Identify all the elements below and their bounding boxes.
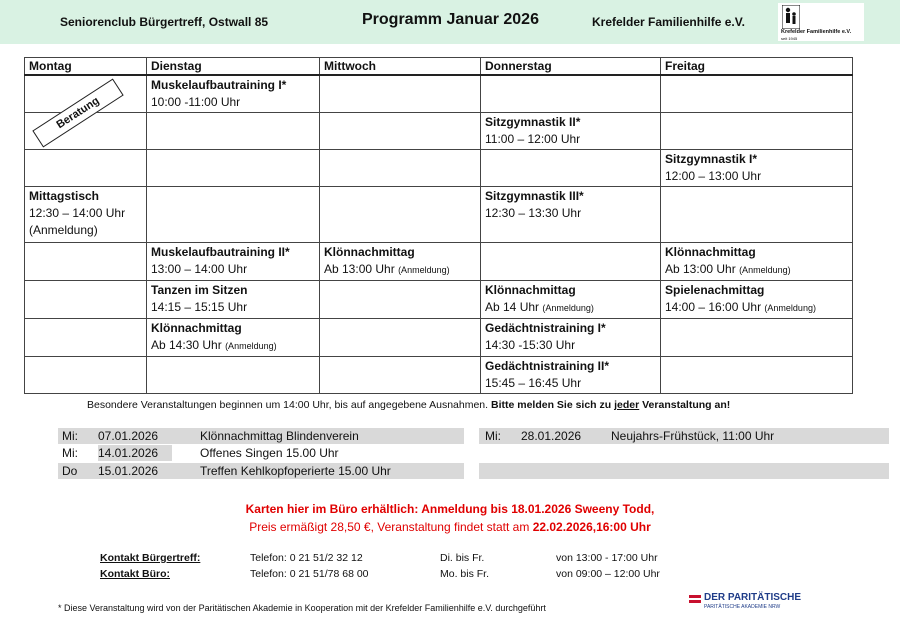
organization-name: Krefelder Familienhilfe e.V. xyxy=(592,15,745,29)
event-text: Klönnachmittag Blindenverein xyxy=(200,429,359,443)
event-note: (Anmeldung) xyxy=(398,265,450,275)
event-time: Ab 13:00 Uhr xyxy=(324,262,395,276)
cell xyxy=(320,150,481,187)
cell xyxy=(147,319,320,357)
event-time: 12:00 – 13:00 Uhr xyxy=(665,169,762,183)
event-note: (Anmeldung) xyxy=(225,341,277,351)
cell xyxy=(25,281,147,319)
event-title: Sitzgymnastik II* xyxy=(485,115,581,129)
note-emphasis: Bitte melden Sie sich zu xyxy=(490,399,615,411)
table-row xyxy=(25,357,853,394)
cell xyxy=(147,357,320,394)
logo-bar xyxy=(689,595,701,598)
cell xyxy=(147,281,320,319)
cell xyxy=(481,75,661,113)
table-row xyxy=(25,150,853,187)
event-time: Ab 13:00 Uhr xyxy=(665,262,736,276)
schedule-table xyxy=(24,57,853,394)
cell xyxy=(320,75,481,113)
cell xyxy=(481,319,661,357)
event-title: Klönnachmittag xyxy=(485,283,576,297)
event-text: Offenes Singen 15.00 Uhr xyxy=(200,446,339,460)
event-time: 15:45 – 16:45 Uhr xyxy=(485,376,582,390)
contact-hours: von 13:00 - 17:00 Uhr xyxy=(556,552,658,564)
day-header: Donnerstag xyxy=(481,58,661,76)
logo-bar xyxy=(689,600,701,603)
event-title: Tanzen im Sitzen xyxy=(151,283,248,297)
ticket-date: 22.02.2026,16:00 Uhr xyxy=(532,520,651,534)
event-note: (Anmeldung) xyxy=(542,303,594,313)
familienhilfe-logo xyxy=(778,3,864,41)
empty-event-row xyxy=(479,463,889,479)
table-row xyxy=(25,113,853,150)
contact-phone: Telefon: 0 21 51/2 32 12 xyxy=(250,552,363,564)
contact-days: Di. bis Fr. xyxy=(440,552,485,564)
note-emphasis-end: Veranstaltung an! xyxy=(639,399,731,411)
special-event-row xyxy=(58,428,464,444)
note-underline: jeder xyxy=(614,399,640,411)
event-date: 14.01.2026 xyxy=(98,445,172,461)
cell xyxy=(147,243,320,281)
event-day: Mi: xyxy=(485,429,501,443)
event-time: 12:30 – 13:30 Uhr xyxy=(485,206,582,220)
day-header: Freitag xyxy=(661,58,853,76)
table-row xyxy=(25,281,853,319)
cell xyxy=(25,357,147,394)
event-text: Neujahrs-Frühstück, 11:00 Uhr xyxy=(611,429,775,443)
logo-subtext: seit 1945 xyxy=(781,36,798,41)
cell xyxy=(320,357,481,394)
ticket-price: Preis ermäßigt 28,50 €, Veranstaltung findet statt am xyxy=(249,520,533,534)
cell xyxy=(661,150,853,187)
cell xyxy=(147,75,320,113)
event-title: Sitzgymnastik I* xyxy=(665,152,758,166)
club-name: Seniorenclub Bürgertreff, Ostwall 85 xyxy=(60,15,269,29)
cell xyxy=(481,150,661,187)
table-row xyxy=(25,243,853,281)
info-note xyxy=(87,399,730,411)
contact-label: Kontakt Bürgertreff: xyxy=(100,552,201,564)
footnote: * Diese Veranstaltung wird von der Paritätischen Akademie in Kooperation mit der Krefelder Familienhilfe e.V. durchgeführt xyxy=(58,603,546,613)
event-date: 07.01.2026 xyxy=(98,429,159,443)
event-title: Muskelaufbautraining II* xyxy=(151,245,290,259)
cell xyxy=(320,319,481,357)
ticket-info: Karten hier im Büro erhältlich: Anmeldung bis 18.01.2026 Sweeny Todd, xyxy=(245,502,655,516)
event-note: (Anmeldung) xyxy=(29,223,98,237)
cell xyxy=(661,187,853,243)
event-time: Ab 14:30 Uhr xyxy=(151,338,222,352)
contact-phone: Telefon: 0 21 51/78 68 00 xyxy=(250,568,369,580)
event-note: (Anmeldung) xyxy=(764,303,816,313)
cell xyxy=(481,187,661,243)
cell xyxy=(661,113,853,150)
page-title: Programm Januar 2026 xyxy=(362,11,539,28)
event-title: Klönnachmittag xyxy=(324,245,415,259)
event-time: 13:00 – 14:00 Uhr xyxy=(151,262,248,276)
day-header: Dienstag xyxy=(147,58,320,76)
beratung-label: Beratung xyxy=(32,78,123,147)
cell xyxy=(25,319,147,357)
paritaetische-sub: PARITÄTISCHE AKADEMIE NRW xyxy=(704,604,781,610)
event-title: Gedächtnistraining I* xyxy=(485,321,606,335)
cell xyxy=(25,243,147,281)
ticket-details xyxy=(0,520,900,534)
day-header: Montag xyxy=(25,58,147,76)
event-time: Ab 14 Uhr xyxy=(485,300,540,314)
paritaetische-logo xyxy=(689,592,819,614)
special-event-row xyxy=(479,428,889,444)
event-note: (Anmeldung) xyxy=(739,265,791,275)
event-title: Gedächtnistraining II* xyxy=(485,359,610,373)
special-event-row xyxy=(58,463,464,479)
event-day: Mi: xyxy=(62,429,78,443)
cell xyxy=(481,243,661,281)
event-date: 15.01.2026 xyxy=(98,464,159,478)
event-day: Mi: xyxy=(62,446,78,460)
contact-days: Mo. bis Fr. xyxy=(440,568,490,580)
table-row xyxy=(25,75,853,113)
event-time: 14:30 -15:30 Uhr xyxy=(485,338,576,352)
event-time: 11:00 – 12:00 Uhr xyxy=(485,132,581,146)
cell xyxy=(320,113,481,150)
cell xyxy=(661,243,853,281)
cell xyxy=(147,113,320,150)
cell xyxy=(320,243,481,281)
cell xyxy=(661,281,853,319)
event-title: Spielenachmittag xyxy=(665,283,765,297)
event-title: Klönnachmittag xyxy=(665,245,756,259)
event-date: 28.01.2026 xyxy=(521,429,582,443)
paritaetische-name: DER PARITÄTISCHE xyxy=(704,592,802,603)
header-bar xyxy=(0,0,900,44)
cell xyxy=(147,150,320,187)
table-header-row xyxy=(25,58,853,76)
logo-text: Krefelder Familienhilfe e.V. xyxy=(781,29,852,35)
contact-label: Kontakt Büro: xyxy=(100,568,170,580)
cell xyxy=(25,187,147,243)
cell xyxy=(661,75,853,113)
cell xyxy=(481,281,661,319)
event-time: 14:15 – 15:15 Uhr xyxy=(151,300,248,314)
event-day: Do xyxy=(62,464,78,478)
cell xyxy=(481,113,661,150)
event-title: Muskelaufbautraining I* xyxy=(151,78,287,92)
table-row xyxy=(25,319,853,357)
table-row xyxy=(25,187,853,243)
contact-hours: von 09:00 – 12:00 Uhr xyxy=(556,568,660,580)
cell xyxy=(661,319,853,357)
event-time: 12:30 – 14:00 Uhr xyxy=(29,206,126,220)
event-title: Klönnachmittag xyxy=(151,321,242,335)
event-time: 14:00 – 16:00 Uhr xyxy=(665,300,762,314)
cell xyxy=(320,281,481,319)
note-text: Besondere Veranstaltungen beginnen um 14:00 Uhr, bis auf angegebene Ausnahmen. xyxy=(87,399,491,411)
day-header: Mittwoch xyxy=(320,58,481,76)
family-figure-icon xyxy=(782,5,800,29)
event-text: Treffen Kehlkopfoperierte 15.00 Uhr xyxy=(200,464,391,478)
cell xyxy=(661,357,853,394)
cell xyxy=(147,187,320,243)
event-time: 10:00 -11:00 Uhr xyxy=(151,95,241,109)
cell xyxy=(25,150,147,187)
cell xyxy=(481,357,661,394)
cell xyxy=(320,187,481,243)
event-title: Sitzgymnastik III* xyxy=(485,189,584,203)
special-event-row xyxy=(58,445,464,461)
event-title: Mittagstisch xyxy=(29,189,100,203)
